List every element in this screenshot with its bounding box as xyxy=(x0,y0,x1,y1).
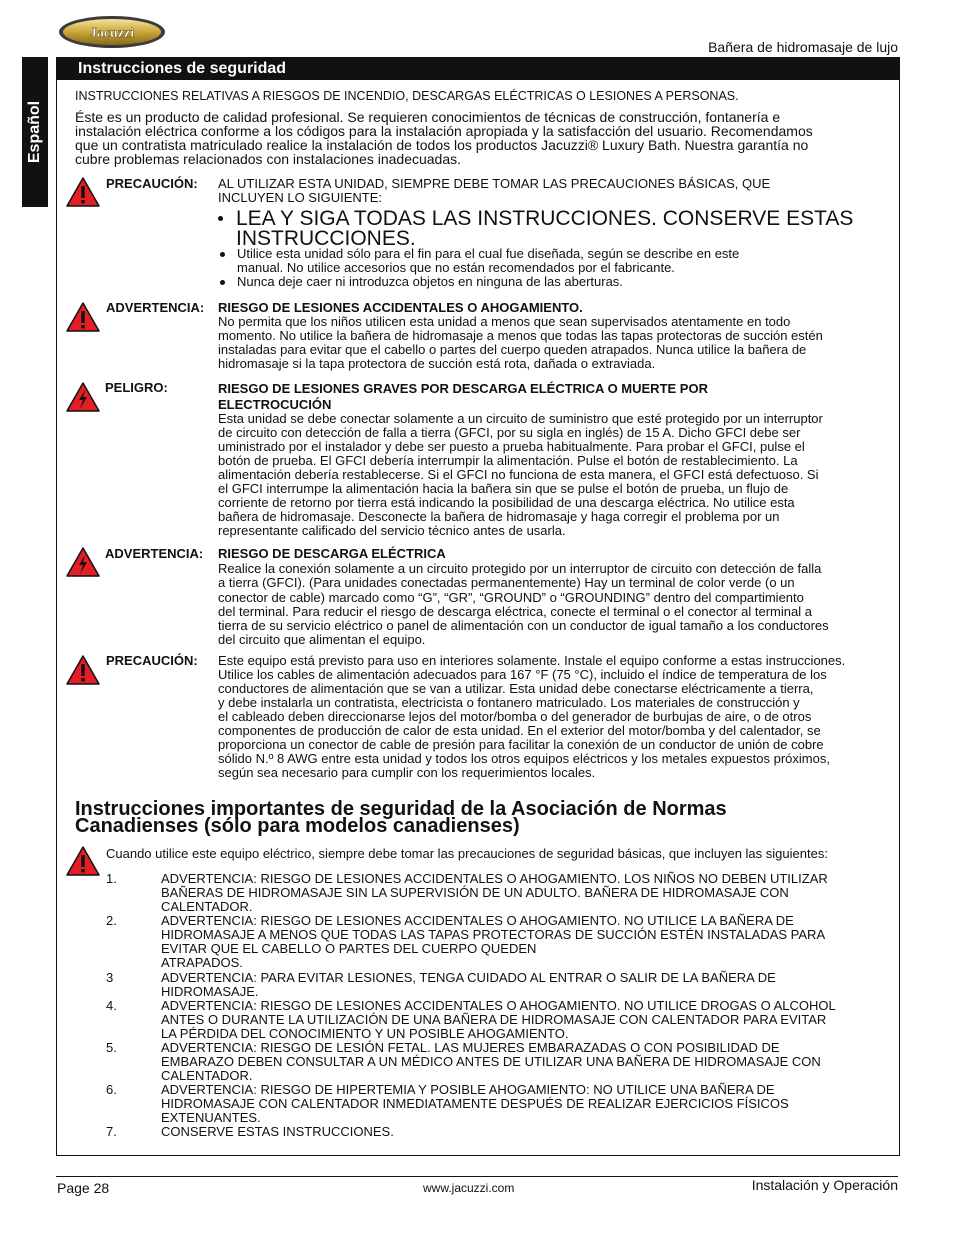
csa-list-item: 7. xyxy=(106,1124,117,1139)
text-line: hidromasaje si la tapa protectora de succión está rota, dañada o extraviada. xyxy=(218,356,656,371)
text-line: instalación eléctrica conforme a los códigos para la instalación apropiada y la satisfacción del usuario. Recomendamos xyxy=(75,123,813,139)
intro-paragraph xyxy=(75,110,813,166)
csa-list-text xyxy=(161,1083,789,1125)
csa-list-item: 4. xyxy=(106,998,117,1013)
electric-hazard-icon xyxy=(66,382,100,412)
warning-triangle-icon xyxy=(66,846,100,876)
text-line: HIDROMASAJE A MENOS QUE TODAS LAS TAPAS PROTECTORAS DE SUCCIÓN ESTÉN INSTALADAS PARA xyxy=(161,927,826,942)
csa-list-item: 6. xyxy=(106,1082,117,1097)
text-line: Utilice esta unidad sólo para el fin para el cual fue diseñada, según se describe en este xyxy=(237,246,740,261)
text-line: tierra de su servicio eléctrico o panel de alimentación con un conductor de igual tamaño a los conductores xyxy=(218,618,829,634)
text-line: Éste es un producto de calidad profesional. Se requieren conocimientos de técnicas de construcción, fontanería e xyxy=(75,109,781,125)
notice-label: PRECAUCIÓN: xyxy=(106,176,198,191)
csa-list-text xyxy=(161,914,825,970)
notice-text xyxy=(218,315,823,371)
page-number: Page 28 xyxy=(57,1180,110,1196)
notice-label: ADVERTENCIA: xyxy=(106,300,205,315)
jacuzzi-logo xyxy=(58,15,166,49)
csa-list-text xyxy=(161,1125,394,1139)
notice-label: ADVERTENCIA: xyxy=(105,546,204,561)
notice-heading xyxy=(218,381,708,412)
text-line: Utilice los cables de alimentación adecuados para 167 °F (75 °C), incluido el índice de temperatura de los xyxy=(218,667,827,682)
text-line: No permita que los niños utilicen esta unidad a menos que sean supervisados atentamente en todo xyxy=(218,314,791,329)
text-line: botón de prueba. El GFCI debería interrumpir la alimentación. Pulse el botón de restablecimiento. La xyxy=(218,453,798,468)
warning-triangle-icon xyxy=(66,177,100,207)
text-line: componentes de producción de calor de esta unidad. En el exterior del motor/bomba y del calentador, se xyxy=(218,723,821,738)
notice-text xyxy=(218,177,770,205)
csa-intro: Cuando utilice este equipo eléctrico, siempre debe tomar las precauciones de seguridad básicas, que incluyen las siguientes: xyxy=(106,846,828,861)
text-line: ADVERTENCIA: RIESGO DE LESIÓN FETAL. LAS MUJERES EMBARAZADAS O CON POSIBILIDAD DE xyxy=(161,1040,780,1055)
notice-text xyxy=(218,412,823,538)
text-line: CALENTADOR. xyxy=(161,1068,253,1083)
text-line: LEA Y SIGA TODAS LAS INSTRUCCIONES. CONSERVE ESTAS xyxy=(236,207,854,230)
text-line: momento. No utilice la bañera de hidromasaje a menos que todas las tapas protectoras de succión estén xyxy=(218,328,823,343)
text-line: conector de cable) marcado como “G”, “GR”, “GROUND” o “GROUNDING” dentro del compartimiento xyxy=(218,589,804,605)
section-title: Instrucciones de seguridad xyxy=(78,60,287,77)
notice-bullet: Nunca deje caer ni introduzca objetos en ninguna de las aberturas. xyxy=(237,274,623,289)
text-line: de circuito con detección de falla a tierra (GFCI, por su sigla en inglés) de 15 A. Dicho GFCI debe ser xyxy=(218,425,801,440)
notice-label: PRECAUCIÓN: xyxy=(106,653,198,668)
warning-triangle-icon xyxy=(66,655,100,685)
text-line: ADVERTENCIA: PARA EVITAR LESIONES, TENGA CUIDADO AL ENTRAR O SALIR DE LA BAÑERA DE xyxy=(161,970,776,985)
text-line: alimentación debería restablecerse. Si el GFCI no funciona de esta manera, el GFCI está defectuoso. Si xyxy=(218,467,819,482)
text-line: EMBARAZO DEBEN CONSULTAR A UN MÉDICO ANTES DE UTILIZAR UNA BAÑERA DE HIDROMASAJE CON xyxy=(161,1054,821,1069)
text-line: bañera de hidromasaje. Desconecte la bañera de hidromasaje y haga corregir el problema por un xyxy=(218,509,780,524)
bullet xyxy=(218,216,223,221)
notice-label: PELIGRO: xyxy=(105,380,168,395)
csa-list-item: 3 xyxy=(106,970,114,985)
text-line: RIESGO DE LESIONES GRAVES POR DESCARGA ELÉCTRICA O MUERTE POR xyxy=(218,381,708,396)
text-line: EVITAR QUE EL CABELLO O PARTES DEL CUERPO QUEDEN xyxy=(161,941,537,956)
footer-url[interactable]: www.jacuzzi.com xyxy=(423,1181,515,1195)
text-line: HIDROMASAJE CON CALENTADOR INMEDIATAMENTE DESPUÉS DE REALIZAR EJERCICIOS FÍSICOS xyxy=(161,1096,789,1111)
text-line: ADVERTENCIA: RIESGO DE LESIONES ACCIDENTALES O AHOGAMIENTO. NO UTILICE DROGAS O ALCOHOL xyxy=(161,998,836,1013)
text-line: y debe instalarla un contratista, electricista o fontanero matriculado. Los materiales de construcción y xyxy=(218,695,800,710)
text-line: Instrucciones importantes de seguridad de la Asociación de Normas xyxy=(75,798,727,820)
bullet xyxy=(220,280,225,285)
text-line: ELECTROCUCIÓN xyxy=(218,396,332,412)
notice-text xyxy=(218,562,829,648)
text-line: según sea necesario para cumplir con los requerimientos locales. xyxy=(218,765,596,780)
notice-heading: RIESGO DE LESIONES ACCIDENTALES O AHOGAMIENTO. xyxy=(218,300,583,315)
text-line: EXTENUANTES. xyxy=(161,1110,261,1125)
text-line: ADVERTENCIA: RIESGO DE LESIONES ACCIDENTALES O AHOGAMIENTO. NO UTILICE LA BAÑERA DE xyxy=(161,913,794,928)
text-line: AL UTILIZAR ESTA UNIDAD, SIEMPRE DEBE TOMAR LAS PRECAUCIONES BÁSICAS, QUE xyxy=(218,176,771,191)
text-line: ANTES O DURANTE LA UTILIZACIÓN DE UNA BAÑERA DE HIDROMASAJE CON CALENTADOR PARA EVITAR xyxy=(161,1012,827,1027)
text-line: cubre problemas relacionados con instalaciones inadecuadas. xyxy=(75,151,462,167)
csa-list-item: 5. xyxy=(106,1040,117,1055)
text-line: que un contratista matriculado realice la instalación de todos los productos Jacuzzi® Luxury Bath. Nuestra garantía no xyxy=(75,137,809,153)
text-line: INSTRUCCIONES. xyxy=(236,227,416,250)
document-title: Bañera de hidromasaje de lujo xyxy=(708,39,898,55)
text-line: del terminal. Para reducir el riesgo de descarga eléctrica, conecte el terminal o el conector al terminal a xyxy=(218,603,812,619)
electric-hazard-icon xyxy=(66,547,100,577)
notice-heading: RIESGO DE DESCARGA ELÉCTRICA xyxy=(218,546,446,561)
csa-heading xyxy=(75,798,727,837)
text-line: el GFCI interrumpe la alimentación hacia la bañera sin que se pulse el botón de prueba, un flujo de xyxy=(218,481,789,496)
text-line: INCLUYEN LO SIGUIENTE: xyxy=(218,190,382,205)
footer-section: Instalación y Operación xyxy=(751,1177,898,1193)
intro-caps: INSTRUCCIONES RELATIVAS A RIESGOS DE INCENDIO, DESCARGAS ELÉCTRICAS O LESIONES A PERSONAS. xyxy=(75,89,739,103)
text-line: HIDROMASAJE. xyxy=(161,984,259,999)
language-tab-label: Español xyxy=(26,100,43,164)
text-line: del circuito que alimentan el equipo. xyxy=(218,632,426,648)
text-line: ADVERTENCIA: RIESGO DE HIPERTEMIA Y POSIBLE AHOGAMIENTO: NO UTILICE UNA BAÑERA DE xyxy=(161,1082,775,1097)
text-line: CALENTADOR. xyxy=(161,899,253,914)
text-line: corriente de retorno por tierra está indicando la posibilidad de una descarga eléctrica. No utilice esta xyxy=(218,495,795,510)
text-line: LA PÉRDIDA DEL CONOCIMIENTO Y UN POSIBLE AHOGAMIENTO. xyxy=(161,1026,569,1041)
text-line: representante calificado del servicio técnico antes de usarla. xyxy=(218,523,566,538)
text-line: ATRAPADOS. xyxy=(161,955,243,970)
language-tab xyxy=(22,57,48,207)
text-line: CONSERVE ESTAS INSTRUCCIONES. xyxy=(161,1124,394,1139)
text-line: manual. No utilice accesorios que no están recomendados por el fabricante. xyxy=(237,260,675,275)
text-line: Este equipo está previsto para uso en interiores solamente. Instale el equipo conforme a estas instrucciones. xyxy=(218,653,846,668)
notice-bullet xyxy=(237,247,739,275)
text-line: Realice la conexión solamente a un circuito protegido por un interruptor de circuito con detección de falla xyxy=(218,561,822,576)
text-line: proporciona un conector de cable de presión para facilitar la conexión de un conductor de unión de cobre xyxy=(218,737,824,752)
text-line: BAÑERAS DE HIDROMASAJE SIN LA SUPERVISIÓN DE UN ADULTO. BAÑERA DE HIDROMASAJE CON xyxy=(161,885,789,900)
section-title-bar xyxy=(57,58,899,80)
notice-emphasis xyxy=(236,209,853,249)
text-line: ADVERTENCIA: RIESGO DE LESIONES ACCIDENTALES O AHOGAMIENTO. LOS NIÑOS NO DEBEN UTILIZAR xyxy=(161,871,828,886)
bullet xyxy=(220,252,225,257)
csa-list-text xyxy=(161,971,776,999)
text-line: el cableado deben direccionarse lejos del motor/bomba o del generador de burbujas de aire, o de otros xyxy=(218,709,812,724)
logo-text: Jacuzzi xyxy=(89,26,135,41)
warning-triangle-icon xyxy=(66,302,100,332)
text-line: instaladas para evitar que el cabello o partes del cuerpo queden atrapados. Nunca utilice la bañera de xyxy=(218,342,807,357)
text-line: Esta unidad se debe conectar solamente a un circuito de suministro que esté protegido por un interruptor xyxy=(218,411,823,426)
notice-text xyxy=(218,654,845,780)
csa-list-text xyxy=(161,872,828,914)
text-line: conductores de alimentación que se van a utilizar. Esta unidad debe conectarse eléctricamente a tierra, xyxy=(218,681,814,696)
csa-list-item: 2. xyxy=(106,913,117,928)
text-line: sólido N.º 8 AWG entre esta unidad y todos los otros equipos eléctricos y los metales expuestos próximos, xyxy=(218,751,830,766)
csa-list-item: 1. xyxy=(106,871,117,886)
csa-list-text xyxy=(161,1041,821,1083)
text-line: uministrado por el instalador y debe ser puesto a prueba habitualmente. Para probar el GFCI, pulse el xyxy=(218,439,805,454)
text-line: a tierra (GFCI). (Para unidades conectadas permanentemente) Hay un terminal de color verde (o un xyxy=(218,575,795,591)
csa-list-text xyxy=(161,999,836,1041)
text-line: Canadienses (sólo para modelos canadienses) xyxy=(75,815,520,837)
